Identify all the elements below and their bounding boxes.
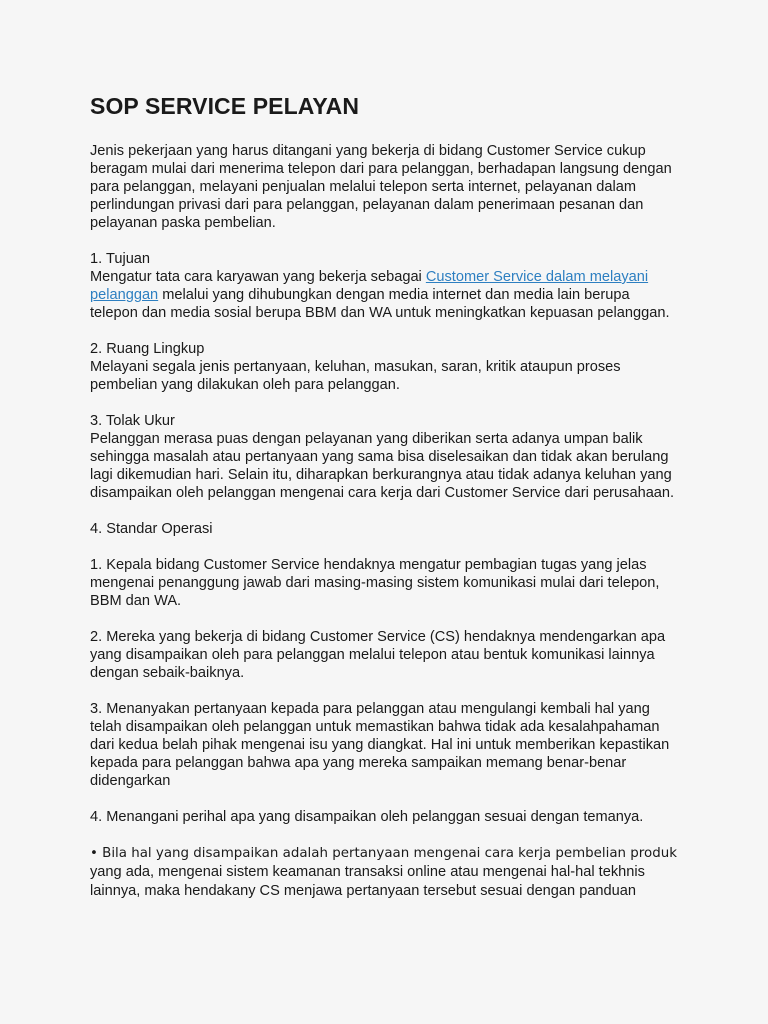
spacer bbox=[90, 538, 680, 556]
intro-paragraph: Jenis pekerjaan yang harus ditangani yang bekerja di bidang Customer Service cukup beragam mulai dari menerima telepon dari para pelanggan, berhadapan langsung dengan para pelanggan, melayani penjualan melalui telepon serta internet, pelayanan dalam perlindungan privasi dari para pelanggan, pelayanan dalam penerimaan pesanan dan pelayanan paska pembelian. bbox=[90, 143, 672, 231]
spacer bbox=[90, 232, 680, 250]
bullet-paragraph-rest: yang ada, mengenai sistem keamanan transaksi online atau mengenai hal-hal tekhnis lainnya, maka hendakany CS menjawa pertanyaan tersebut sesuai dengan panduan bbox=[90, 864, 645, 899]
bullet-paragraph-head: • Bila hal yang disampaikan adalah pertanyaan mengenai cara kerja pembelian produk bbox=[90, 846, 677, 861]
spacer bbox=[90, 790, 680, 808]
document-title: SOP SERVICE PELAYAN bbox=[90, 93, 360, 119]
section-heading-ruang-lingkup: 2. Ruang Lingkup bbox=[90, 341, 205, 357]
bullet-paragraph bbox=[90, 844, 680, 901]
tujuan-text-start: Mengatur tata cara karyawan yang bekerja sebagai bbox=[90, 269, 426, 285]
spacer bbox=[90, 610, 680, 628]
standar-item-4: 4. Menangani perihal apa yang disampaikan oleh pelanggan sesuai dengan temanya. bbox=[90, 809, 644, 825]
customer-service-link[interactable]: Customer Service dalam melayani pelanggan bbox=[90, 269, 649, 303]
spacer bbox=[90, 682, 680, 700]
spacer bbox=[90, 322, 680, 340]
section-text-tolak-ukur: Pelanggan merasa puas dengan pelayanan yang diberikan serta adanya umpan balik sehingga masalah atau pertanyaan yang sama bisa diselesaikan dan tidak akan berulang lagi dikemudian hari. Selain itu, diharapkan berkurangnya atau tidak adanya keluhan yang disampaikan oleh pelanggan mengenai cara kerja dari Customer Service dari perusahaan. bbox=[90, 431, 675, 501]
spacer bbox=[90, 826, 680, 844]
section-text-ruang-lingkup: Melayani segala jenis pertanyaan, keluhan, masukan, saran, kritik ataupun proses pembelian yang dilakukan oleh para pelanggan. bbox=[90, 359, 621, 393]
tujuan-text-end: melalui yang dihubungkan dengan media internet dan media lain berupa telepon dan media sosial berupa BBM dan WA untuk meningkatkan kepuasan pelanggan. bbox=[90, 287, 670, 321]
spacer bbox=[90, 394, 680, 412]
section-heading-tujuan: 1. Tujuan bbox=[90, 251, 151, 267]
section-text-tujuan bbox=[90, 268, 680, 322]
standar-item-3: 3. Menanyakan pertanyaan kepada para pelanggan atau mengulangi kembali hal yang telah disampaikan oleh pelanggan untuk memastikan bahwa tidak ada kesalahpahaman dari kedua belah pihak mengenai isu yang diangkat. Hal ini untuk memberikan kepastikan kepada para pelanggan bahwa apa yang mereka sampaikan memang benar-benar didengarkan bbox=[90, 701, 670, 789]
section-heading-tolak-ukur: 3. Tolak Ukur bbox=[90, 413, 175, 429]
section-heading-standar-operasi: 4. Standar Operasi bbox=[90, 521, 213, 537]
standar-item-1: 1. Kepala bidang Customer Service hendaknya mengatur pembagian tugas yang jelas mengenai penanggung jawab dari masing-masing sistem komunikasi mulai dari telepon, BBM dan WA. bbox=[90, 557, 660, 609]
standar-item-2: 2. Mereka yang bekerja di bidang Customer Service (CS) hendaknya mendengarkan apa yang disampaikan oleh para pelanggan melalui telepon atau bentuk komunikasi lainnya dengan sebaik-baiknya. bbox=[90, 629, 666, 681]
spacer bbox=[90, 502, 680, 520]
